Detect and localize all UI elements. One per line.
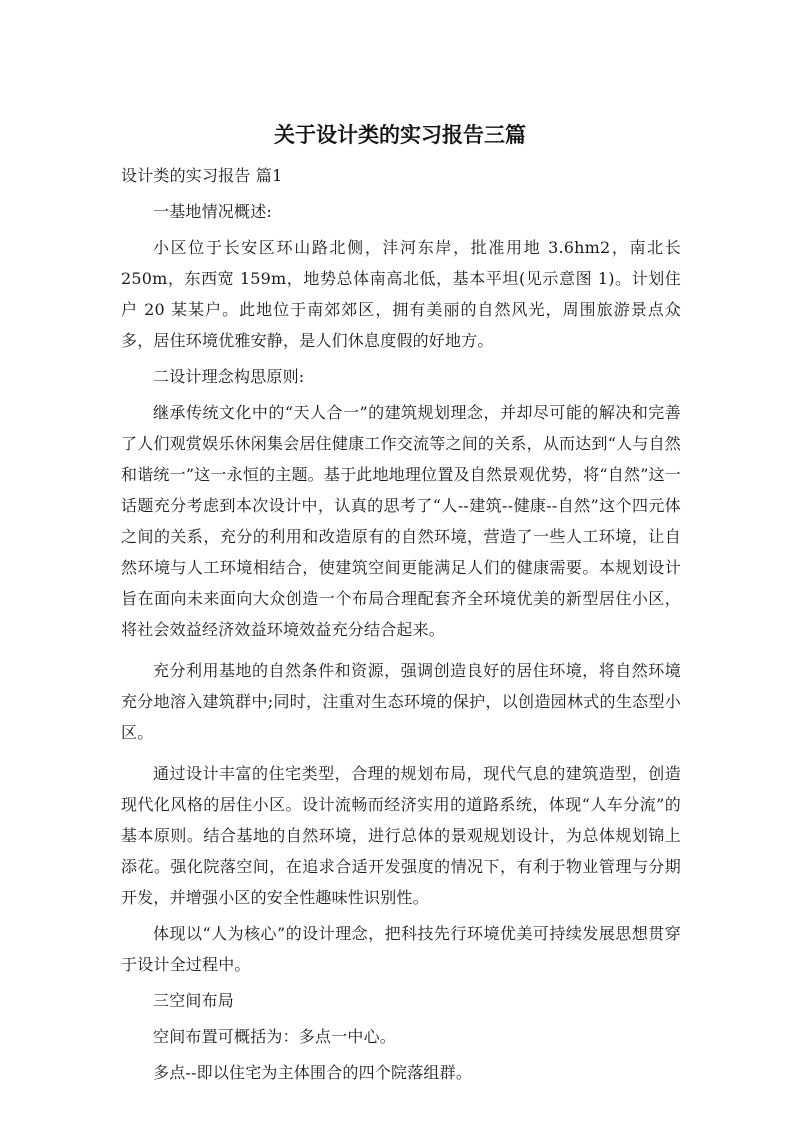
document-title: 关于设计类的实习报告三篇 [274,123,526,147]
section-heading: 设计类的实习报告 篇1 [121,166,283,185]
paragraph: 多点--即以住宅为主体围合的四个院落组群。 [153,1063,473,1082]
subsection-heading: 一基地情况概述: [153,202,272,221]
paragraph: 通过设计丰富的住宅类型，合理的规划布局，现代气息的建筑造型，创造现代化风格的居住小区。设计流畅而经济实用的道路系统，体现“人车分流”的基本原则。结合基地的自然环境，进行总体的景观规划设计，为总体规划锦上添花。强化院落空间，在追求合适开发强度的情况下，有利于物业管理与分期开发，并增强小区的安全性趣味性识别性。 [121,764,681,907]
paragraph: 小区位于长安区环山路北侧，沣河东岸，批准用地 3.6hm2，南北长 250m，东西宽 159m，地势总体南高北低，基本平坦(见示意图 1)。计划住户 20 某某户。此地位于南郊郊区，拥有美丽的自然风光，周围旅游景点众多，居住环境优雅安静，是人们休息度假的好地方。 [121,238,681,350]
document-body [121,160,681,1088]
paragraph: 继承传统文化中的“天人合一”的建筑规划理念，并却尽可能的解决和完善了人们观赏娱乐休闲集会居住健康工作交流等之间的关系，从而达到“人与自然和谐统一”这一永恒的主题。基于此地地理位置及自然景观优势，将“自然”这一话题充分考虑到本次设计中，认真的思考了“人--建筑--健康--自然”这个四元体之间的关系，充分的利用和改造原有的自然环境，营造了一些人工环境，让自然环境与人工环境相结合，使建筑空间更能满足人们的健康需要。本规划设计旨在面向未来面向大众创造一个布局合理配套齐全环境优美的新型居住小区，将社会效益经济效益环境效益充分结合起来。 [121,403,681,639]
paragraph: 充分利用基地的自然条件和资源，强调创造良好的居住环境，将自然环境充分地溶入建筑群中;同时，注重对生态环境的保护，以创造园林式的生态型小区。 [121,661,681,742]
paragraph: 体现以“人为核心”的设计理念，把科技先行环境优美可持续发展思想贯穿于设计全过程中。 [121,924,681,974]
paragraph: 空间布置可概括为：多点一中心。 [153,1027,397,1046]
subsection-heading: 三空间布局 [153,991,235,1010]
subsection-heading: 二设计理念构思原则: [153,367,305,386]
